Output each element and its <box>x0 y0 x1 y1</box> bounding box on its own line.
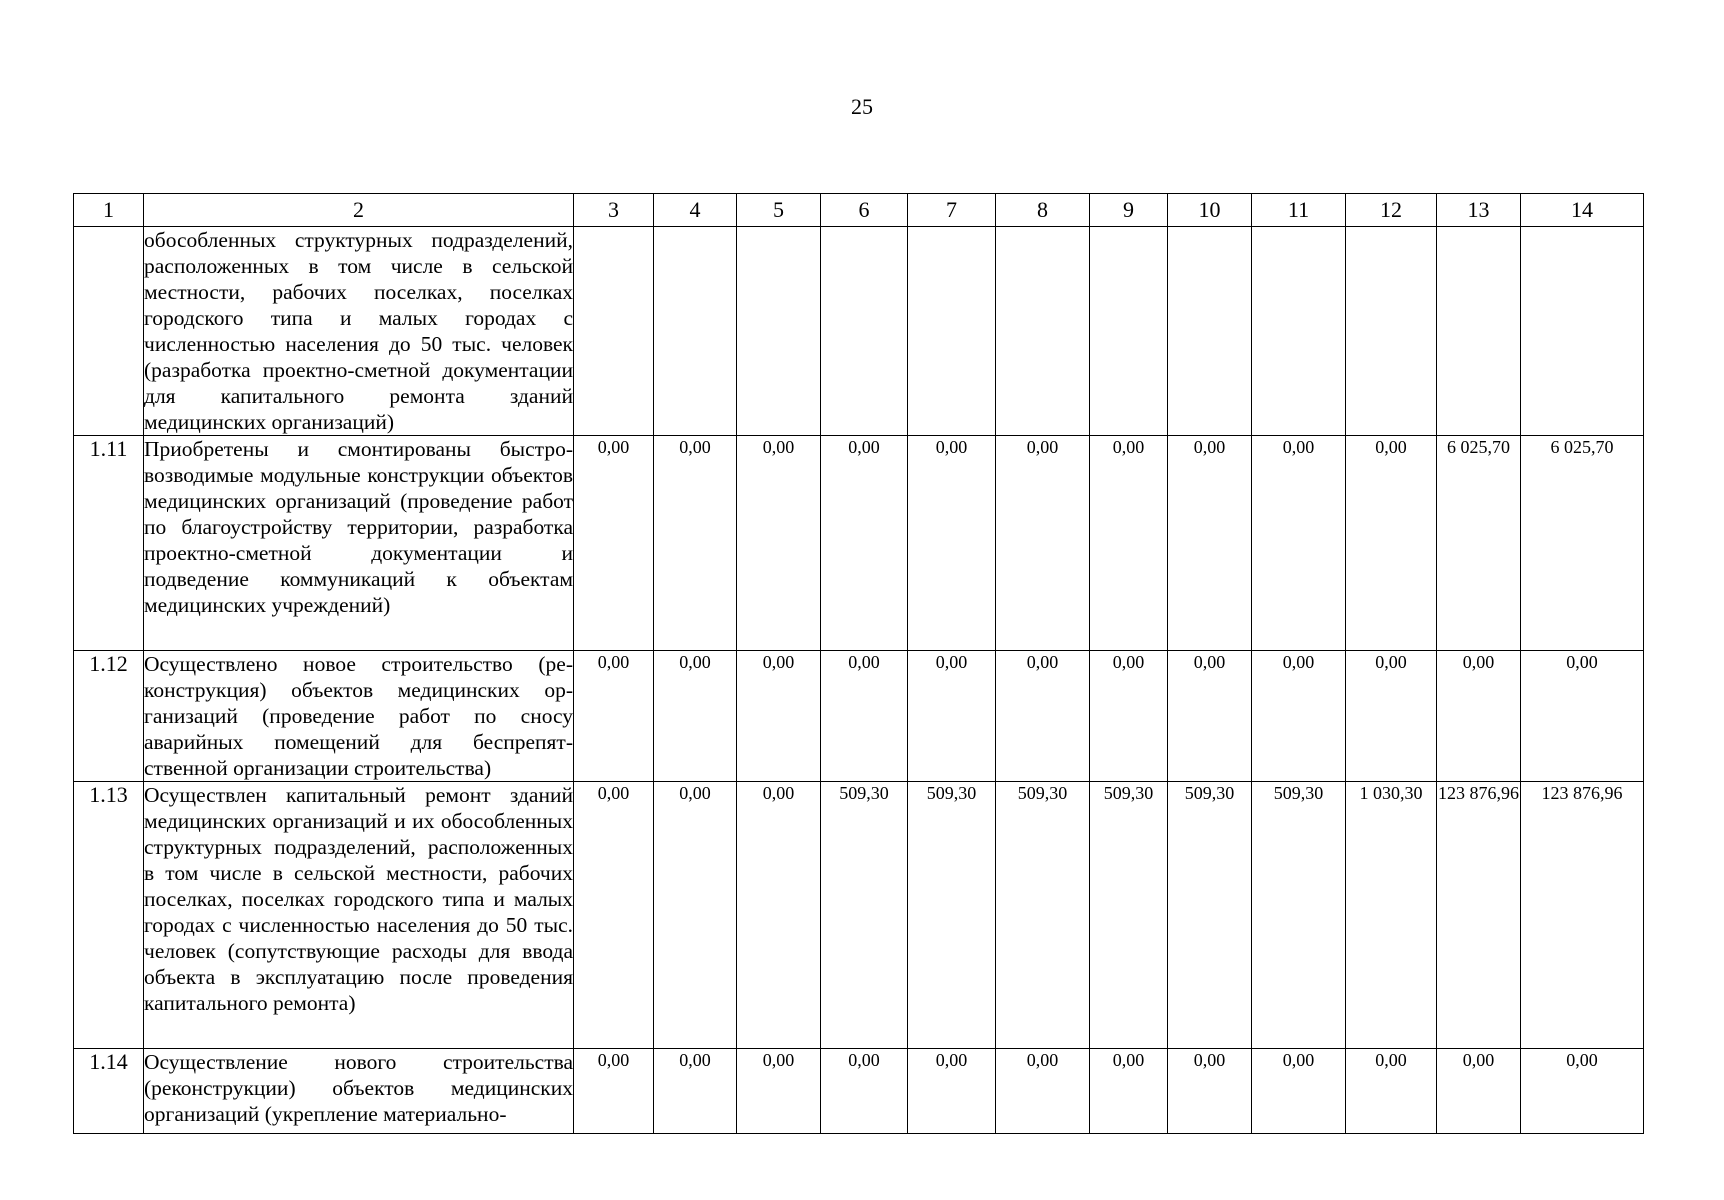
header-cell: 10 <box>1168 194 1252 227</box>
value-cell <box>821 227 908 436</box>
page-number: 25 <box>851 94 873 119</box>
value-cell: 0,00 <box>1090 436 1168 651</box>
header-cell: 14 <box>1521 194 1644 227</box>
value-cell: 0,00 <box>574 436 654 651</box>
value-cell: 0,00 <box>574 782 654 1049</box>
row-number: 1.11 <box>74 436 144 651</box>
value-cell <box>1252 227 1346 436</box>
value-cell: 0,00 <box>908 436 996 651</box>
value-cell: 0,00 <box>996 436 1090 651</box>
value-cell: 0,00 <box>1346 436 1437 651</box>
value-cell: 0,00 <box>1437 1049 1521 1134</box>
row-number: 1.13 <box>74 782 144 1049</box>
value-cell: 123 876,96 <box>1437 782 1521 1049</box>
value-cell <box>1521 227 1644 436</box>
value-cell: 0,00 <box>1090 651 1168 782</box>
row-description: Осуществлен капитальный ремонт зданий медицинских организаций и их обособленных структурных подразделений, расположенных в том числе в сельской местности, рабочих поселках, поселках городского типа и малых городах с численностью населения до 50 тыс. человек (сопутствующие расходы для ввода объекта в эксплуатацию после проведения капитального ремонта) <box>144 782 574 1049</box>
table-row <box>74 782 1644 1049</box>
table-row <box>74 436 1644 651</box>
value-cell <box>1090 227 1168 436</box>
value-cell: 1 030,30 <box>1346 782 1437 1049</box>
header-cell: 5 <box>737 194 821 227</box>
value-cell: 0,00 <box>654 1049 737 1134</box>
header-cell: 7 <box>908 194 996 227</box>
value-cell: 0,00 <box>1521 651 1644 782</box>
row-number <box>74 227 144 436</box>
value-cell: 509,30 <box>1168 782 1252 1049</box>
value-cell: 0,00 <box>1252 1049 1346 1134</box>
value-cell <box>1346 227 1437 436</box>
header-row <box>74 194 1644 227</box>
value-cell: 0,00 <box>1252 651 1346 782</box>
value-cell: 0,00 <box>1090 1049 1168 1134</box>
value-cell: 0,00 <box>1168 651 1252 782</box>
value-cell <box>737 227 821 436</box>
value-cell: 0,00 <box>821 651 908 782</box>
header-cell: 12 <box>1346 194 1437 227</box>
header-cell: 11 <box>1252 194 1346 227</box>
table-row <box>74 1049 1644 1134</box>
value-cell: 0,00 <box>737 782 821 1049</box>
value-cell: 0,00 <box>737 1049 821 1134</box>
value-cell: 0,00 <box>996 1049 1090 1134</box>
value-cell: 0,00 <box>908 651 996 782</box>
value-cell: 0,00 <box>1168 1049 1252 1134</box>
value-cell <box>996 227 1090 436</box>
data-table <box>73 193 1644 1134</box>
value-cell: 0,00 <box>908 1049 996 1134</box>
value-cell: 0,00 <box>1346 651 1437 782</box>
row-number: 1.14 <box>74 1049 144 1134</box>
value-cell: 6 025,70 <box>1437 436 1521 651</box>
header-cell: 6 <box>821 194 908 227</box>
value-cell: 0,00 <box>996 651 1090 782</box>
value-cell: 123 876,96 <box>1521 782 1644 1049</box>
value-cell <box>654 227 737 436</box>
value-cell: 0,00 <box>1168 436 1252 651</box>
header-cell: 1 <box>74 194 144 227</box>
value-cell: 0,00 <box>1252 436 1346 651</box>
value-cell <box>1437 227 1521 436</box>
value-cell: 6 025,70 <box>1521 436 1644 651</box>
row-description: Приобретены и смонтированы быстровозводимые модульные конструкции объектов медицинских организаций (проведение работ по благоустройству территории, разработка проектно-сметной документации и подведение коммуникаций к объектам медицинских учреждений) <box>144 436 574 651</box>
header-cell: 2 <box>144 194 574 227</box>
value-cell <box>908 227 996 436</box>
header-cell: 8 <box>996 194 1090 227</box>
value-cell: 0,00 <box>654 782 737 1049</box>
value-cell: 0,00 <box>654 651 737 782</box>
value-cell: 0,00 <box>574 651 654 782</box>
table-row <box>74 651 1644 782</box>
value-cell: 0,00 <box>821 436 908 651</box>
value-cell <box>1168 227 1252 436</box>
header-cell: 9 <box>1090 194 1168 227</box>
value-cell: 0,00 <box>821 1049 908 1134</box>
row-description: обособленных структурных подразделений, расположенных в том числе в сельской местности, рабочих поселках, поселках городского типа и малых городах с численностью населения до 50 тыс. человек (разработка проектно-сметной документации для капитального ремонта зданий медицинских организаций) <box>144 228 573 434</box>
value-cell: 509,30 <box>1090 782 1168 1049</box>
value-cell: 509,30 <box>996 782 1090 1049</box>
table-row <box>74 227 1644 436</box>
value-cell: 0,00 <box>737 436 821 651</box>
value-cell: 509,30 <box>908 782 996 1049</box>
value-cell: 0,00 <box>574 1049 654 1134</box>
value-cell: 0,00 <box>654 436 737 651</box>
value-cell: 0,00 <box>1437 651 1521 782</box>
value-cell: 509,30 <box>1252 782 1346 1049</box>
value-cell: 0,00 <box>1346 1049 1437 1134</box>
header-cell: 13 <box>1437 194 1521 227</box>
row-number: 1.12 <box>74 651 144 782</box>
row-description: Осуществление нового строительства (реконструкции) объектов медицинских организаций (укрепление материально- <box>144 1049 574 1134</box>
value-cell: 0,00 <box>737 651 821 782</box>
value-cell: 509,30 <box>821 782 908 1049</box>
header-cell: 3 <box>574 194 654 227</box>
value-cell: 0,00 <box>1521 1049 1644 1134</box>
value-cell <box>574 227 654 436</box>
header-cell: 4 <box>654 194 737 227</box>
row-description: Осуществлено новое строительство (реконструкция) объектов медицинских организаций (проведение работ по сносу аварийных помещений для беспрепятственной организации строительства) <box>144 652 573 780</box>
